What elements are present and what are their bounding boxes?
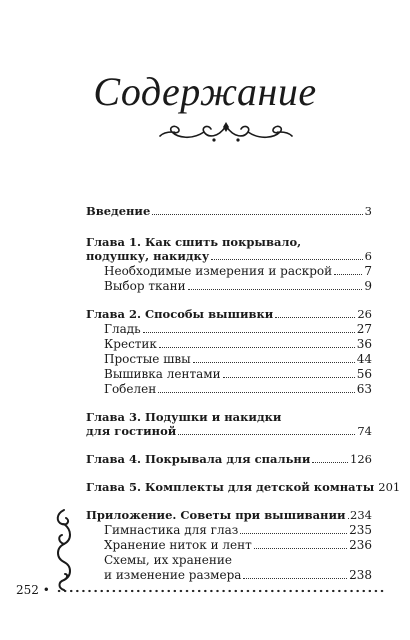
toc-chapter-1-line1[interactable]: Глава 1. Как сшить покрывало,	[86, 235, 302, 249]
toc-entry-fabric[interactable]	[104, 279, 372, 293]
toc-label: Простые швы	[104, 352, 191, 366]
toc-label: Глава 5. Комплекты для детской комнаты	[86, 480, 375, 494]
toc-entry-chapter-5[interactable]	[86, 480, 401, 494]
toc-entry-ribbons[interactable]	[104, 367, 372, 381]
leader-dots	[193, 361, 355, 363]
toc-label: Гладь	[104, 322, 141, 336]
toc-label: Хранение ниток и лент	[104, 538, 252, 552]
ornament-divider	[158, 118, 294, 146]
toc-entry-chapter-1[interactable]	[86, 249, 372, 263]
toc-page: 234	[350, 508, 372, 522]
toc-entry-chapter-2[interactable]	[86, 307, 372, 321]
toc-entry-thread-storage[interactable]	[104, 538, 372, 552]
toc-entry-schemes[interactable]	[104, 568, 372, 582]
leader-dots	[312, 461, 348, 463]
toc-page: 126	[350, 452, 372, 466]
toc-page: 27	[356, 322, 372, 336]
toc-entry-chapter-3[interactable]	[86, 424, 372, 438]
toc-page: 3	[364, 204, 372, 218]
toc-page: 7	[364, 264, 372, 278]
leader-dots	[143, 331, 355, 333]
page-number: 252 •	[16, 583, 50, 597]
leader-dots	[178, 433, 355, 435]
toc-page: 74	[357, 424, 372, 438]
toc-chapter-3-line1[interactable]: Глава 3. Подушки и накидки	[86, 410, 282, 424]
leader-dots	[254, 547, 347, 549]
toc-page: 63	[356, 382, 372, 396]
toc-label: Приложение. Советы при вышивании	[86, 508, 346, 522]
toc-label: для гостиной	[86, 424, 177, 438]
leader-dots	[159, 346, 355, 348]
leader-dots	[152, 213, 362, 215]
toc-entry-tapestry[interactable]	[104, 382, 372, 396]
leader-dots	[211, 258, 362, 260]
toc-page: 44	[356, 352, 372, 366]
toc-entry-satin[interactable]	[104, 322, 372, 336]
toc-label: Гимнастика для глаз	[104, 523, 239, 537]
toc-page: 56	[356, 367, 372, 381]
toc-label: Крестик	[104, 337, 157, 351]
toc-entry-measurements[interactable]	[104, 264, 372, 278]
toc-entry-eye-exercise[interactable]	[104, 523, 372, 537]
toc-label: Вышивка лентами	[104, 367, 221, 381]
page-title: Содержание	[93, 69, 317, 114]
toc-page: 36	[356, 337, 372, 351]
toc-label: Глава 2. Способы вышивки	[86, 307, 274, 321]
leader-dots	[243, 577, 347, 579]
toc-label: Введение	[86, 204, 151, 218]
toc-label: Необходимые измерения и раскрой	[104, 264, 333, 278]
scroll-ornament-icon	[52, 508, 76, 592]
leader-dots	[275, 316, 355, 318]
toc-entry-intro[interactable]	[86, 204, 372, 218]
toc-entry-appendix[interactable]	[86, 508, 372, 522]
footer-dotted-rule	[56, 589, 386, 593]
leader-dots	[158, 391, 355, 393]
toc-label: и изменение размера	[104, 568, 242, 582]
toc-page: 9	[364, 279, 372, 293]
leader-dots	[188, 288, 363, 290]
toc-label: Выбор ткани	[104, 279, 186, 293]
toc-label: Гобелен	[104, 382, 157, 396]
toc-page: 6	[364, 249, 372, 263]
toc-label: подушку, накидку	[86, 249, 210, 263]
leader-dots	[223, 376, 355, 378]
toc-page: 236	[349, 538, 372, 552]
leader-dots	[334, 273, 362, 275]
toc-entry-simple-stitches[interactable]	[104, 352, 372, 366]
leader-dots	[348, 517, 349, 519]
toc-page: 201	[378, 480, 401, 494]
toc-label: Глава 4. Покрывала для спальни	[86, 452, 311, 466]
leader-dots	[240, 532, 347, 534]
toc-entry-cross[interactable]	[104, 337, 372, 351]
toc-entry-chapter-4[interactable]	[86, 452, 372, 466]
toc-page: 238	[349, 568, 372, 582]
toc-schemes-line1[interactable]: Схемы, их хранение	[104, 553, 232, 567]
toc-page: 235	[349, 523, 372, 537]
toc-page: 26	[357, 307, 372, 321]
